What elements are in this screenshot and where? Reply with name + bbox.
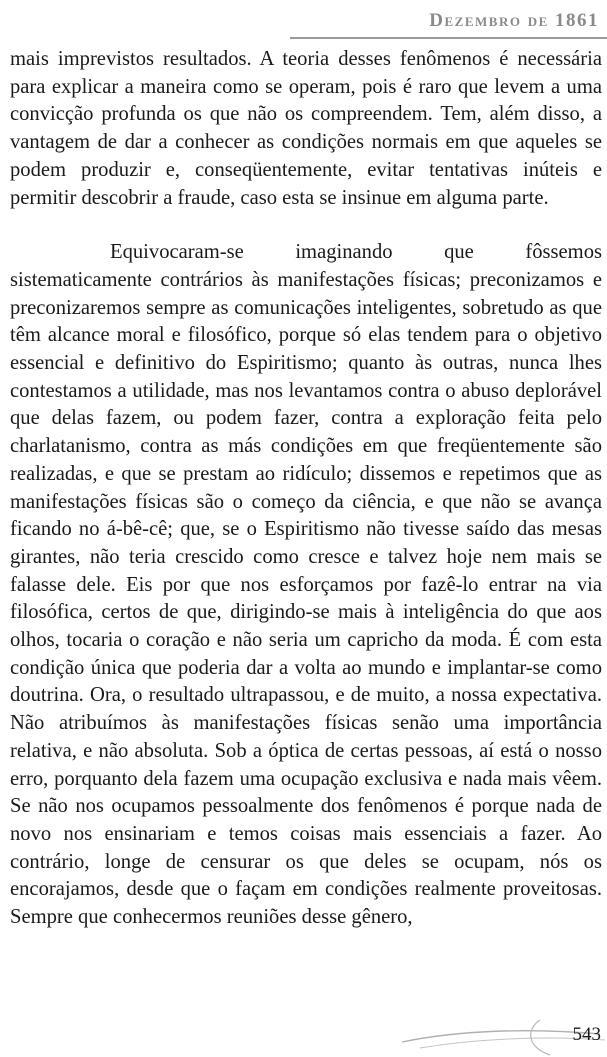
paragraph-2: Equivocaram-se imaginando que fôssemos sistematicamente contrários às manifestações físicas; preconizamos e preconizaremos sempre as comunicações inteligentes, sobretudo as que têm alcance moral e filosófico, porque só elas tendem para o objetivo essencial e definitivo do Espiritismo; quanto às outras, nunca lhes contestamos a utilidade, mas nos levantamos contra o abuso deplorável que delas fazem, ou podem fazer, contra a exploração feita pelo charlatanismo, contra as más condições em que freqüentemente são realizadas, e que se prestam ao ridículo; dissemos e repetimos que as manifestações físicas são o começo da ciência, e que não se avança ficando no á-bê-cê; que, se o Espiritismo não tivesse saído das mesas girantes, não teria crescido como cresce e talvez hoje nem mais se falasse dele. Eis por que nos esforçamos por fazê-lo entrar na via filosófica, certos de que, dirigindo-se mais à inteligência do que aos olhos, tocaria o coração e não seria um capricho da moda. É com esta condição única que poderia dar a volta ao mundo e implantar-se como doutrina. Ora, o resultado ultrapassou, e de muito, a nossa expectativa. Não atribuímos às manifestações físicas senão uma importância relativa, e não absoluta. Sob a óptica de certas pessoas, aí está o nosso erro, porquanto dela fazem uma ocupação exclusiva e nada mais vêem. Se não nos ocupamos pessoalmente dos fenômenos é porque nada de novo nos ensinariam e temos coisas mais essenciais a fazer. Ao contrário, longe de censurar os que deles se ocupam, nós os encorajamos, desde que o façam em condições realmente proveitosas. Sempre que conhecermos reuniões desse gênero, bbox=[10, 241, 602, 929]
paragraph-1: mais imprevistos resultados. A teoria desses fenômenos é necessária para explicar a maneira como se operam, pois é raro que levem a uma convicção profunda os que não os compreendem. Tem, além disso, a vantagem de dar a conhecer as condições normais em que aqueles se podem produzir e, conseqüentemente, evitar tentativas inúteis e permitir descobrir a fraude, caso esta se insinue em alguma parte. bbox=[10, 48, 602, 209]
running-header: Dezembro de 1861 bbox=[429, 10, 599, 31]
header-rule bbox=[290, 37, 607, 39]
page-number: 543 bbox=[572, 1024, 601, 1045]
body-text bbox=[10, 46, 602, 932]
